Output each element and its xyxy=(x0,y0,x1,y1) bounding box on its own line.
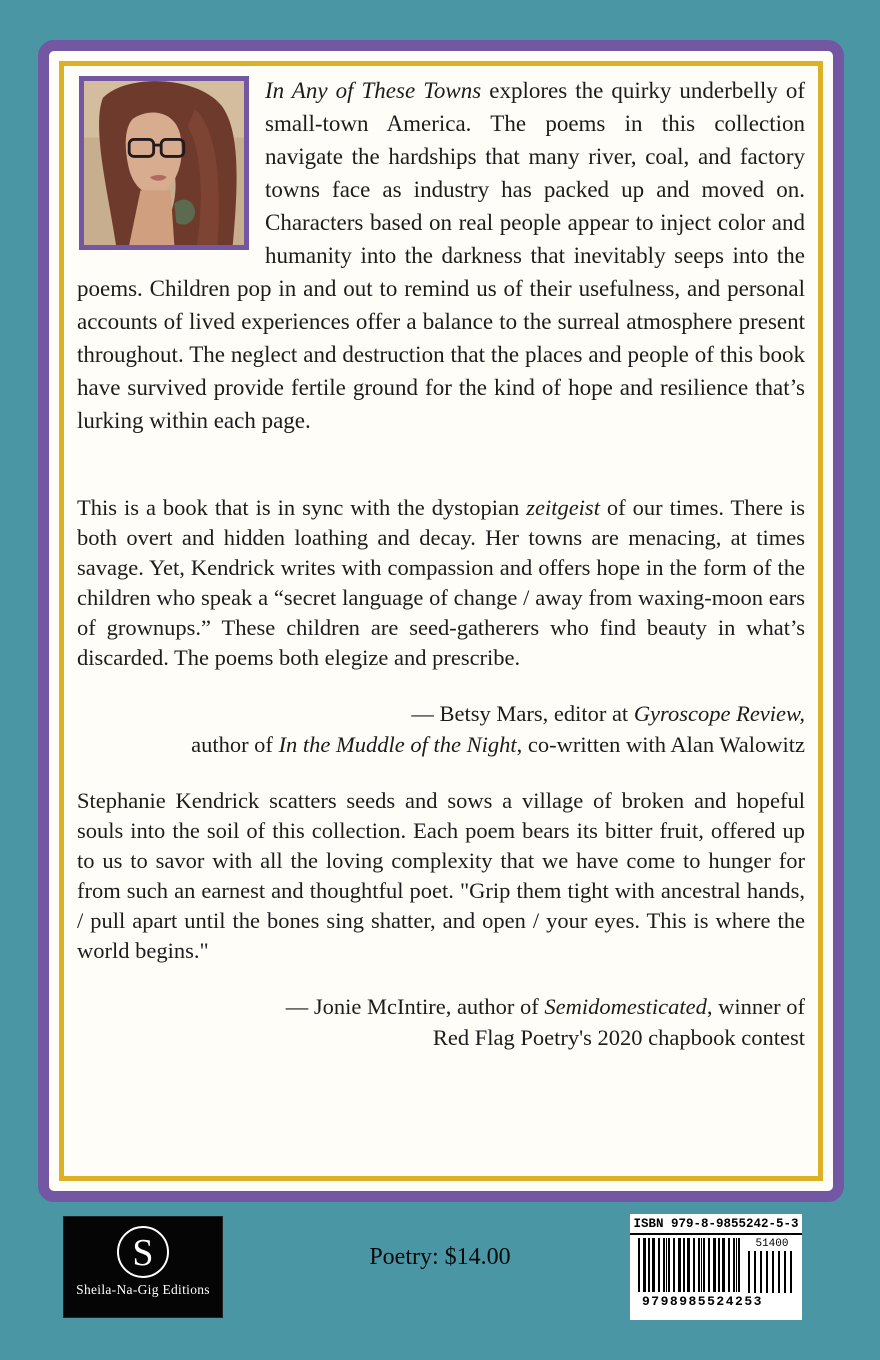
barcode-block xyxy=(630,1214,802,1320)
review-jonie-mcintire xyxy=(77,786,805,966)
attr2-line1-pre: — Jonie McIntire, author of xyxy=(285,994,545,1019)
cover-content xyxy=(64,66,818,1176)
review2-text: Stephanie Kendrick scatters seeds and sows a village of broken and hopeful souls into the soil of this collection. Each poem bears its bitter fruit, offered up to us to savor with all the loving complexity that we have come to hunger for from such an earnest and thoughtful poet. "Grip them tight with ancestral hands, / pull apart until the bones sing shatter, and open / your eyes. This is where the world begins." xyxy=(77,788,805,963)
author-photo xyxy=(79,76,249,250)
review1-part1: This is a book that is in sync with the dystopian xyxy=(77,495,527,520)
review1-italic: zeitgeist xyxy=(526,495,600,520)
attr1-line1-italic: Gyroscope Review, xyxy=(633,701,805,726)
publisher-logo xyxy=(63,1216,223,1318)
barcode-bars-row xyxy=(630,1235,802,1293)
attr2-line1-post: , winner of xyxy=(706,994,805,1019)
price-label: Poetry: $14.00 xyxy=(369,1244,511,1270)
review1-part2: of our times. There is both overt and hidden loathing and decay. Her towns are menacing, at times savage. Yet, Kendrick writes with compassion and offers hope in the form of the children who speak a “secret language of change / away from waxing-moon ears of grownups.” These children are seed-gatherers who find beauty in what’s discarded. The poems both elegize and prescribe. xyxy=(77,495,805,670)
attribution-jonie-mcintire xyxy=(77,991,805,1053)
publisher-logo-initial: S xyxy=(117,1226,169,1278)
book-blurb-text: explores the quirky underbelly of small-town America. The poems in this collection navigate the hardships that many river, coal, and factory towns face as industry has packed up and moved on. Characters based on real people appear to inject color and humanity into the darkness that inevitably seeps into the poems. Children pop in and out to remind us of their usefulness, and personal accounts of lived experiences offer a balance to the surreal atmosphere present throughout. The neglect and destruction that the places and people of this book have survived provide fertile ground for the kind of hope and resilience that’s lurking within each page. xyxy=(77,78,805,433)
cover-frame xyxy=(38,40,844,1202)
publisher-name: Sheila-Na-Gig Editions xyxy=(76,1282,210,1297)
barcode-addon xyxy=(748,1238,796,1293)
attribution-betsy-mars xyxy=(77,698,805,760)
attr1-line1-pre: — Betsy Mars, editor at xyxy=(411,701,634,726)
barcode-addon-number: 51400 xyxy=(755,1238,789,1250)
isbn-text: ISBN 979-8-9855242-5-3 xyxy=(630,1214,802,1235)
barcode-main-bars xyxy=(638,1238,742,1292)
barcode-addon-bars xyxy=(748,1251,796,1293)
attr1-line2-italic: In the Muddle of the Night xyxy=(278,732,517,757)
gold-border xyxy=(59,61,823,1181)
attr1-line2-post: , co-written with Alan Walowitz xyxy=(516,732,805,757)
attr1-line2-pre: author of xyxy=(191,732,279,757)
book-title-italic: In Any of These Towns xyxy=(265,78,482,103)
review-betsy-mars xyxy=(77,493,805,673)
attr2-line1-italic: Semidomesticated xyxy=(544,994,707,1019)
attr2-line2: Red Flag Poetry's 2020 chapbook contest xyxy=(432,1025,805,1050)
author-photo-illustration xyxy=(84,81,244,245)
barcode-ean-number: 9798985524253 xyxy=(642,1294,763,1309)
